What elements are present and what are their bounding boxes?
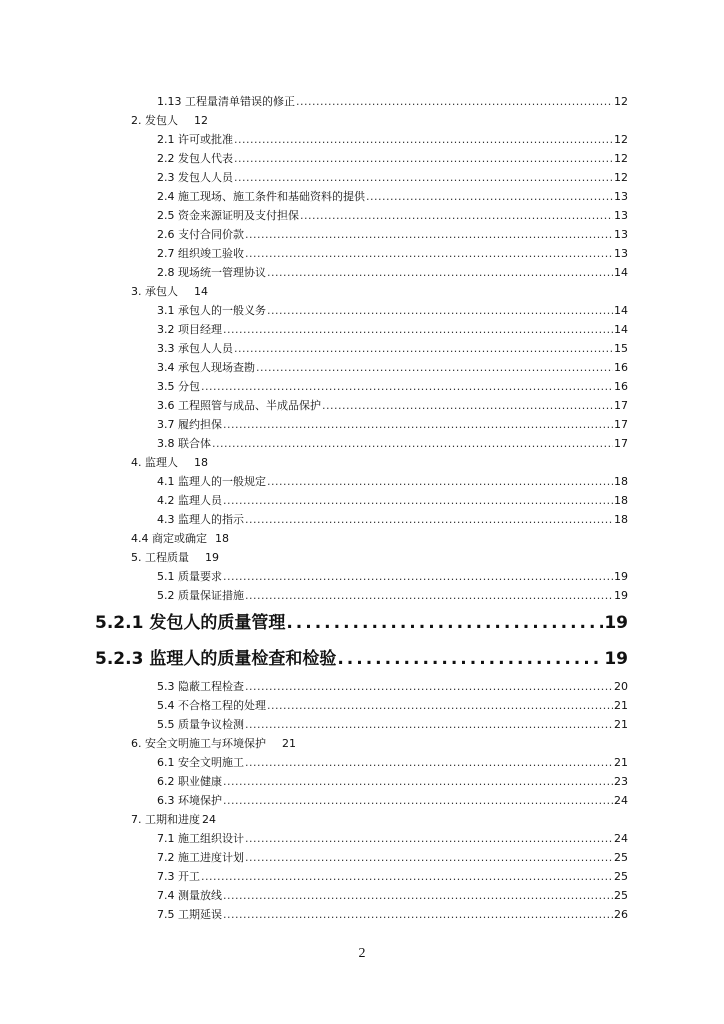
toc-entry[interactable] [157,187,628,206]
dot-leader [234,339,613,358]
dot-leader [245,677,613,696]
toc-row [0,168,724,187]
toc-entry-page: 18 [614,475,628,488]
toc-row [0,905,724,924]
toc-entry-label: 4. 监理人 [131,456,178,469]
toc-entry-page: 17 [614,418,628,431]
toc-entry-label: 2.2 发包人代表 [157,152,233,165]
toc-row [0,586,724,605]
toc-row [0,641,724,677]
toc-row [0,377,724,396]
toc-entry-page: 14 [194,285,208,298]
toc-entry-page: 13 [614,190,628,203]
table-of-contents [0,92,724,924]
toc-entry-page: 17 [614,437,628,450]
toc-entry[interactable] [157,510,628,529]
toc-entry[interactable] [157,677,628,696]
toc-entry-page: 25 [614,851,628,864]
dot-leader [223,567,613,586]
toc-row [0,605,724,641]
toc-entry[interactable] [131,453,208,472]
toc-row [0,282,724,301]
toc-row [0,472,724,491]
toc-entry[interactable] [157,567,628,586]
toc-entry-label: 2.8 现场统一管理协议 [157,266,266,279]
dot-leader [223,905,613,924]
dot-leader [256,358,613,377]
dot-leader [366,187,613,206]
toc-entry-label: 5.5 质量争议检测 [157,718,244,731]
toc-row [0,225,724,244]
toc-row [0,567,724,586]
dot-leader [223,772,613,791]
toc-entry[interactable] [157,149,628,168]
toc-entry-label: 6.1 安全文明施工 [157,756,244,769]
toc-entry-page: 20 [614,680,628,693]
toc-entry[interactable] [157,886,628,905]
toc-entry-page: 13 [614,209,628,222]
toc-entry-label: 7.5 工期延误 [157,908,222,921]
toc-entry-page: 21 [614,718,628,731]
dot-leader [223,791,613,810]
toc-entry[interactable] [131,282,208,301]
toc-entry-label: 5.4 不合格工程的处理 [157,699,266,712]
toc-row [0,772,724,791]
toc-entry[interactable] [157,92,628,111]
toc-entry-label: 3.7 履约担保 [157,418,222,431]
toc-entry[interactable] [157,244,628,263]
dot-leader [286,605,603,641]
toc-entry-label: 3.1 承包人的一般义务 [157,304,266,317]
toc-row [0,734,724,753]
toc-entry[interactable] [131,529,229,548]
toc-entry-label: 4.2 监理人员 [157,494,222,507]
toc-entry-page: 21 [614,756,628,769]
toc-entry-label: 1.13 工程量清单错误的修正 [157,95,295,108]
toc-entry[interactable] [157,696,628,715]
toc-entry-page: 14 [614,323,628,336]
toc-entry-page: 18 [215,532,229,545]
toc-entry-label: 5.1 质量要求 [157,570,222,583]
toc-entry-label: 2.1 许可或批准 [157,133,233,146]
toc-entry-label: 6.3 环境保护 [157,794,222,807]
dot-leader [245,586,613,605]
toc-entry-page: 18 [614,513,628,526]
toc-entry-label: 3.2 项目经理 [157,323,222,336]
toc-row [0,92,724,111]
toc-entry[interactable] [157,415,628,434]
toc-entry-page: 19 [604,613,628,633]
dot-leader [223,320,613,339]
toc-row [0,263,724,282]
toc-entry-label: 7.3 开工 [157,870,200,883]
toc-entry[interactable] [157,358,628,377]
toc-entry-page: 12 [614,133,628,146]
toc-entry-label: 3.6 工程照管与成品、半成品保护 [157,399,321,412]
toc-row [0,453,724,472]
dot-leader [212,434,613,453]
toc-entry[interactable] [157,715,628,734]
toc-row [0,715,724,734]
toc-entry[interactable] [131,734,296,753]
toc-entry-label: 5.2.3 监理人的质量检查和检验 [95,649,337,669]
dot-leader [201,867,613,886]
toc-entry-label: 4.1 监理人的一般规定 [157,475,266,488]
dot-leader [223,415,613,434]
toc-entry-page: 14 [614,266,628,279]
toc-entry[interactable] [157,225,628,244]
toc-row [0,187,724,206]
toc-entry-label: 7.4 测量放线 [157,889,222,902]
toc-entry-label: 3.5 分包 [157,380,200,393]
dot-leader [234,130,613,149]
toc-entry-label: 2.7 组织竣工验收 [157,247,244,260]
toc-entry-page: 13 [614,228,628,241]
toc-row [0,886,724,905]
dot-leader [223,491,613,510]
toc-row [0,753,724,772]
toc-entry-label: 7.1 施工组织设计 [157,832,244,845]
toc-entry-label: 6. 安全文明施工与环境保护 [131,737,266,750]
toc-entry-page: 18 [194,456,208,469]
toc-row [0,111,724,130]
toc-row [0,301,724,320]
toc-entry-page: 15 [614,342,628,355]
toc-entry-page: 12 [614,171,628,184]
toc-entry[interactable] [157,491,628,510]
toc-entry[interactable] [157,753,628,772]
toc-row [0,791,724,810]
toc-entry-page: 12 [614,152,628,165]
toc-entry-page: 26 [614,908,628,921]
toc-entry-label: 4.4 商定或确定 [131,532,207,545]
dot-leader [300,206,613,225]
toc-entry[interactable] [157,867,628,886]
toc-entry[interactable] [157,301,628,320]
toc-row [0,396,724,415]
toc-entry[interactable] [131,111,208,130]
toc-entry-page: 19 [604,649,628,669]
toc-entry-page: 24 [202,813,216,826]
toc-entry-page: 21 [614,699,628,712]
toc-entry-label: 5.2 质量保证措施 [157,589,244,602]
toc-entry[interactable] [157,586,628,605]
toc-row [0,206,724,225]
toc-row [0,339,724,358]
toc-entry-page: 19 [614,589,628,602]
toc-entry[interactable] [131,548,219,567]
dot-leader [201,377,613,396]
toc-entry[interactable] [95,641,628,677]
dot-leader [245,510,613,529]
toc-row [0,244,724,263]
toc-entry-page: 13 [614,247,628,260]
toc-entry-page: 19 [205,551,219,564]
toc-entry-page: 17 [614,399,628,412]
toc-row [0,677,724,696]
toc-row [0,130,724,149]
toc-entry[interactable] [157,263,628,282]
toc-entry-page: 19 [614,570,628,583]
dot-leader [245,225,613,244]
dot-leader [267,301,613,320]
toc-row [0,810,724,829]
toc-entry-label: 3. 承包人 [131,285,178,298]
toc-entry[interactable] [157,434,628,453]
dot-leader [267,472,613,491]
toc-row [0,696,724,715]
dot-leader [245,829,613,848]
dot-leader [234,149,613,168]
toc-row [0,415,724,434]
toc-entry-label: 3.8 联合体 [157,437,211,450]
dot-leader [245,753,613,772]
dot-leader [234,168,613,187]
toc-row [0,867,724,886]
toc-entry[interactable] [157,396,628,415]
toc-entry-page: 24 [614,794,628,807]
dot-leader [296,92,613,111]
toc-entry-page: 12 [194,114,208,127]
toc-entry-label: 5.2.1 发包人的质量管理 [95,613,286,633]
toc-row [0,529,724,548]
toc-entry-page: 24 [614,832,628,845]
toc-entry-label: 4.3 监理人的指示 [157,513,244,526]
toc-entry-label: 2. 发包人 [131,114,178,127]
toc-entry-label: 2.4 施工现场、施工条件和基础资料的提供 [157,190,365,203]
toc-entry-label: 2.3 发包人人员 [157,171,233,184]
toc-entry-label: 2.5 资金来源证明及支付担保 [157,209,299,222]
toc-row [0,491,724,510]
toc-entry-label: 7. 工期和进度 [131,813,200,826]
toc-entry[interactable] [157,339,628,358]
toc-row [0,548,724,567]
toc-entry[interactable] [157,206,628,225]
toc-entry-label: 5. 工程质量 [131,551,189,564]
toc-row [0,358,724,377]
dot-leader [223,886,613,905]
toc-entry-label: 2.6 支付合同价款 [157,228,244,241]
toc-entry-page: 12 [614,95,628,108]
toc-entry[interactable] [157,130,628,149]
toc-entry[interactable] [157,829,628,848]
toc-entry[interactable] [131,810,216,829]
toc-entry[interactable] [157,168,628,187]
toc-row [0,320,724,339]
toc-row [0,848,724,867]
toc-entry-page: 14 [614,304,628,317]
toc-entry[interactable] [157,772,628,791]
toc-entry[interactable] [157,377,628,396]
toc-entry-page: 25 [614,870,628,883]
dot-leader [245,244,613,263]
dot-leader [267,263,613,282]
toc-entry[interactable] [157,320,628,339]
toc-entry-label: 7.2 施工进度计划 [157,851,244,864]
toc-entry-label: 5.3 隐蔽工程检查 [157,680,244,693]
dot-leader [245,715,613,734]
page-number: 2 [358,946,366,961]
toc-entry-label: 3.4 承包人现场查勘 [157,361,255,374]
dot-leader [322,396,613,415]
toc-entry-page: 21 [282,737,296,750]
toc-entry-page: 18 [614,494,628,507]
toc-row [0,829,724,848]
toc-row [0,149,724,168]
toc-row [0,510,724,529]
toc-entry-page: 23 [614,775,628,788]
toc-entry[interactable] [157,791,628,810]
toc-entry[interactable] [157,905,628,924]
toc-entry-page: 16 [614,361,628,374]
toc-row [0,434,724,453]
toc-entry[interactable] [95,605,628,641]
toc-entry[interactable] [157,848,628,867]
dot-leader [245,848,613,867]
toc-entry[interactable] [157,472,628,491]
toc-entry-label: 3.3 承包人人员 [157,342,233,355]
dot-leader [267,696,613,715]
toc-entry-page: 25 [614,889,628,902]
toc-entry-label: 6.2 职业健康 [157,775,222,788]
toc-entry-page: 16 [614,380,628,393]
dot-leader [337,641,603,677]
